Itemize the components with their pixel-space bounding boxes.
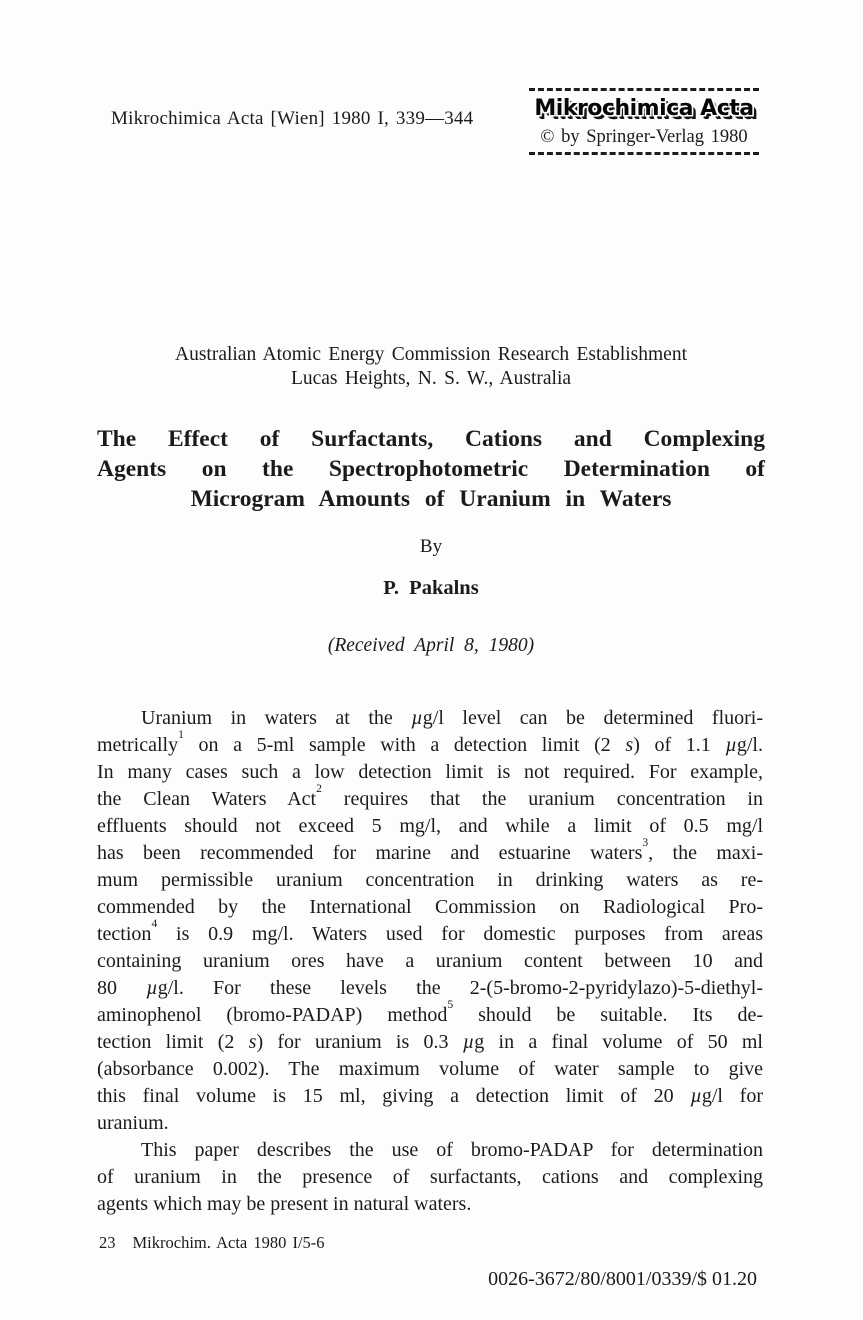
text-line: the Clean Waters Act$^2$ requires that the uranium concentration in [97,781,763,810]
paragraph-2 [97,1137,763,1218]
paper-title [97,424,765,514]
copyright-notice: © by Springer-Verlag 1980 [540,127,748,147]
text-line: effluents should not exceed 5 mg/l, and while a limit of 0.5 mg/l [97,815,763,837]
text-line: has been recommended for marine and estuarine waters$^3$, the maxi- [97,835,763,864]
journal-logo-block [529,88,759,155]
text-line: In many cases such a low detection limit is not required. For example, [97,761,763,783]
paragraph-1 [97,705,763,1137]
text-line: containing uranium ores have a uranium content between 10 and [97,950,763,972]
text-line: aminophenol (bromo-PADAP) method$^5$ should be suitable. Its de- [97,997,763,1026]
text-line: Microgram Amounts of Uranium in Waters [190,486,672,512]
text-line: tection limit (2 s) for uranium is 0.3 µg in a final volume of 50 ml [97,1031,763,1053]
text-line: this final volume is 15 ml, giving a detection limit of 20 µg/l for [97,1085,763,1107]
affiliation-line-1: Australian Atomic Energy Commission Research Establishment [174,344,688,365]
journal-logo-title: Mikrochimica Acta [534,96,754,121]
text-line: agents which may be present in natural waters. [97,1193,472,1215]
article-body [97,705,763,1218]
text-line: This paper describes the use of bromo-PADAP for determination [141,1139,763,1161]
text-line: (absorbance 0.002). The maximum volume of water sample to give [97,1058,763,1080]
text-line: Agents on the Spectrophotometric Determination of [97,456,765,482]
issn-price-code: 0026-3672/80/8001/0339/$ 01.20 [488,1268,757,1290]
journal-footer-ref: Mikrochim. Acta 1980 I/5-6 [132,1233,325,1252]
text-line: uranium. [97,1112,169,1134]
affiliation-block [97,343,765,390]
text-line: mum permissible uranium concentration in drinking waters as re- [97,869,763,891]
text-line: 80 µg/l. For these levels the 2-(5-bromo-2-pyridylazo)-5-diethyl- [97,977,764,999]
text-line: tection$^4$ is 0.9 mg/l. Waters used for domestic purposes from areas [97,916,763,945]
received-date-note: (Received April 8, 1980) [327,635,535,656]
page-signature-note [99,1233,325,1253]
text-line: of uranium in the presence of surfactants, cations and complexing [97,1166,763,1188]
text-line: commended by the International Commission on Radiological Pro- [97,896,763,918]
signature-number: 23 [99,1233,116,1252]
byline-by: By [419,536,443,557]
author-name: P. Pakalns [383,577,479,599]
affiliation-line-2: Lucas Heights, N. S. W., Australia [290,367,572,389]
text-line: The Effect of Surfactants, Cations and Complexing [97,426,765,452]
text-line: Uranium in waters at the µg/l level can be determined fluori- [141,707,764,729]
text-line: metrically$^1$ on a 5-ml sample with a detection limit (2 s) of 1.1 µg/l. [97,727,763,756]
journal-citation: Mikrochimica Acta [Wien] 1980 I, 339—344 [111,108,474,129]
